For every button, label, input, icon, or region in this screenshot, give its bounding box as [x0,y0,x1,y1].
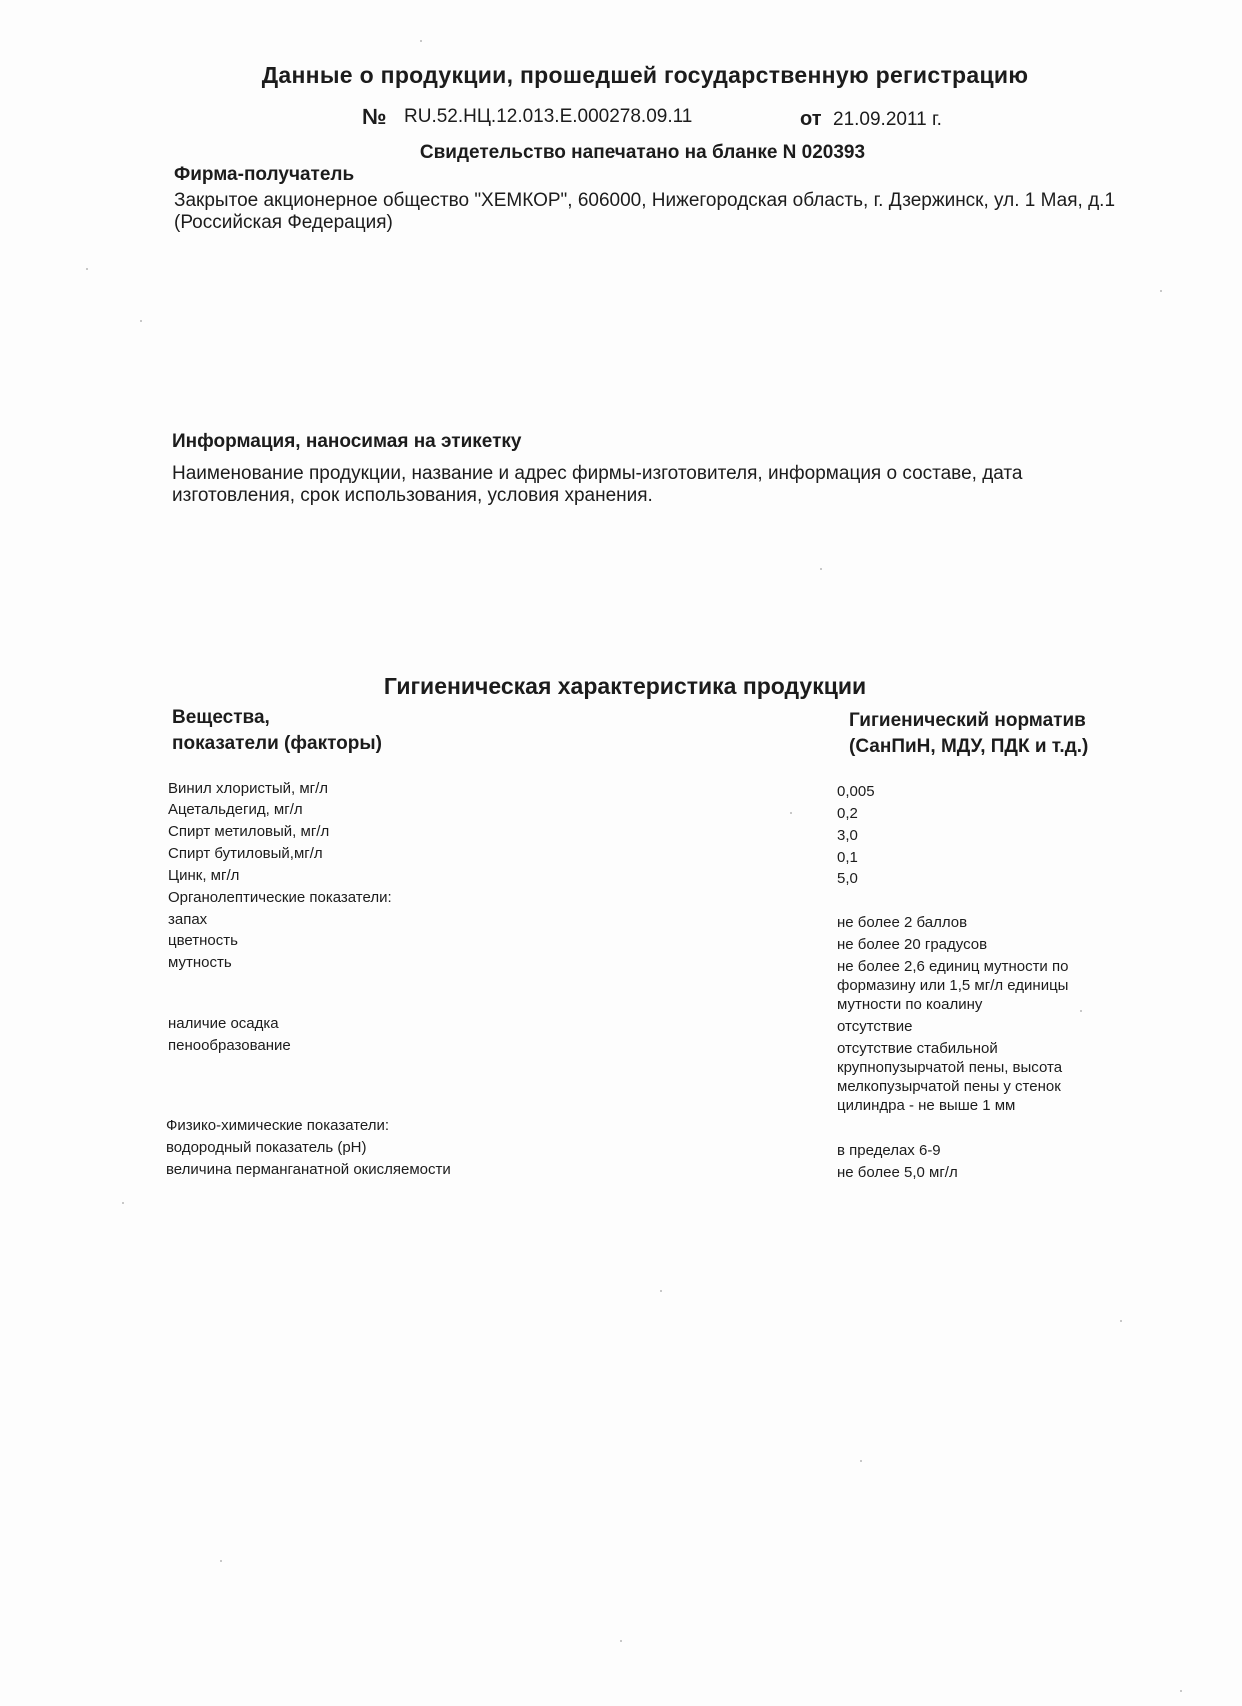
organoleptic-value: отсутствие стабильной крупнопузырчатой пены, высота мелкопузырчатой пены у стенок цилиндра - не выше 1 мм [837,1040,1063,1114]
scan-speck [220,1560,222,1562]
organoleptic-value: отсутствие [837,1018,913,1035]
registration-date: 21.09.2011 г. [833,109,942,130]
physchem-label: водородный показатель (рН) [166,1139,367,1156]
recipient-text: Закрытое акционерное общество "ХЕМКОР", 606000, Нижегородская область, г. Дзержинск, ул. 1 Мая, д.1 (Российская Федерация) [174,190,1116,233]
scan-speck [1180,1690,1182,1692]
scan-speck [620,1640,622,1642]
organoleptic-value: не более 2,6 единиц мутности по формазину или 1,5 мг/л единицы мутности по коалину [837,958,1069,1013]
substance-label: Ацетальдегид, мг/л [168,801,303,818]
hygiene-title: Гигиеническая характеристика продукции [383,673,867,699]
blank-note: Свидетельство напечатано на бланке N 020393 [419,142,866,163]
physchem-heading: Физико-химические показатели: [166,1117,390,1134]
organoleptic-label: цветность [168,932,238,949]
substance-value: 0,2 [837,805,858,822]
scan-speck [122,1202,124,1204]
organoleptic-heading: Органолептические показатели: [168,889,392,906]
scan-speck [1080,1010,1082,1012]
recipient-heading: Фирма-получатель [174,164,355,185]
substance-label: Цинк, мг/л [168,867,240,884]
physchem-value: в пределах 6-9 [837,1142,941,1159]
scan-speck [660,1290,662,1292]
scan-speck [860,1460,862,1462]
column-header-norm [849,708,1088,760]
organoleptic-label: наличие осадка [168,1015,279,1032]
scan-speck [420,40,422,42]
scan-speck [1120,1320,1122,1322]
organoleptic-value: не более 2 баллов [837,914,968,931]
number-label: № [362,104,387,129]
substance-value: 0,1 [837,849,858,866]
substance-label: Винил хлористый, мг/л [168,780,329,797]
registration-number: RU.52.НЦ.12.013.Е.000278.09.11 [404,106,693,127]
physchem-value: не более 5,0 мг/л [837,1164,958,1181]
organoleptic-value: не более 20 градусов [837,936,988,953]
substance-value: 3,0 [837,827,858,844]
substance-label: Спирт метиловый, мг/л [168,823,330,840]
label-info-text: Наименование продукции, название и адрес фирмы-изготовителя, информация о составе, дата изготовления, срок использования, условия хранения. [172,463,1023,506]
scan-speck [140,320,142,322]
scan-speck [820,568,822,570]
organoleptic-label: пенообразование [168,1037,291,1054]
organoleptic-label: мутность [168,954,232,971]
substance-label: Спирт бутиловый,мг/л [168,845,323,862]
column-header-norm-line1: Гигиенический норматив [849,710,1086,731]
scan-speck [86,268,88,270]
document-title: Данные о продукции, прошедшей государственную регистрацию [261,62,1029,88]
organoleptic-label: запах [168,911,208,928]
label-info-heading: Информация, наносимая на этикетку [172,431,522,452]
substance-value: 0,005 [837,783,875,800]
column-header-substances-line2: показатели (факторы) [172,733,382,754]
physchem-label: величина перманганатной окисляемости [166,1161,451,1178]
column-header-substances [172,705,382,757]
column-header-norm-line2: (СанПиН, МДУ, ПДК и т.д.) [849,736,1089,757]
scan-speck [790,812,792,814]
column-header-substances-line1: Вещества, [172,707,270,728]
date-from-label: от [800,108,822,130]
substance-value: 5,0 [837,870,858,887]
scan-speck [1160,290,1162,292]
